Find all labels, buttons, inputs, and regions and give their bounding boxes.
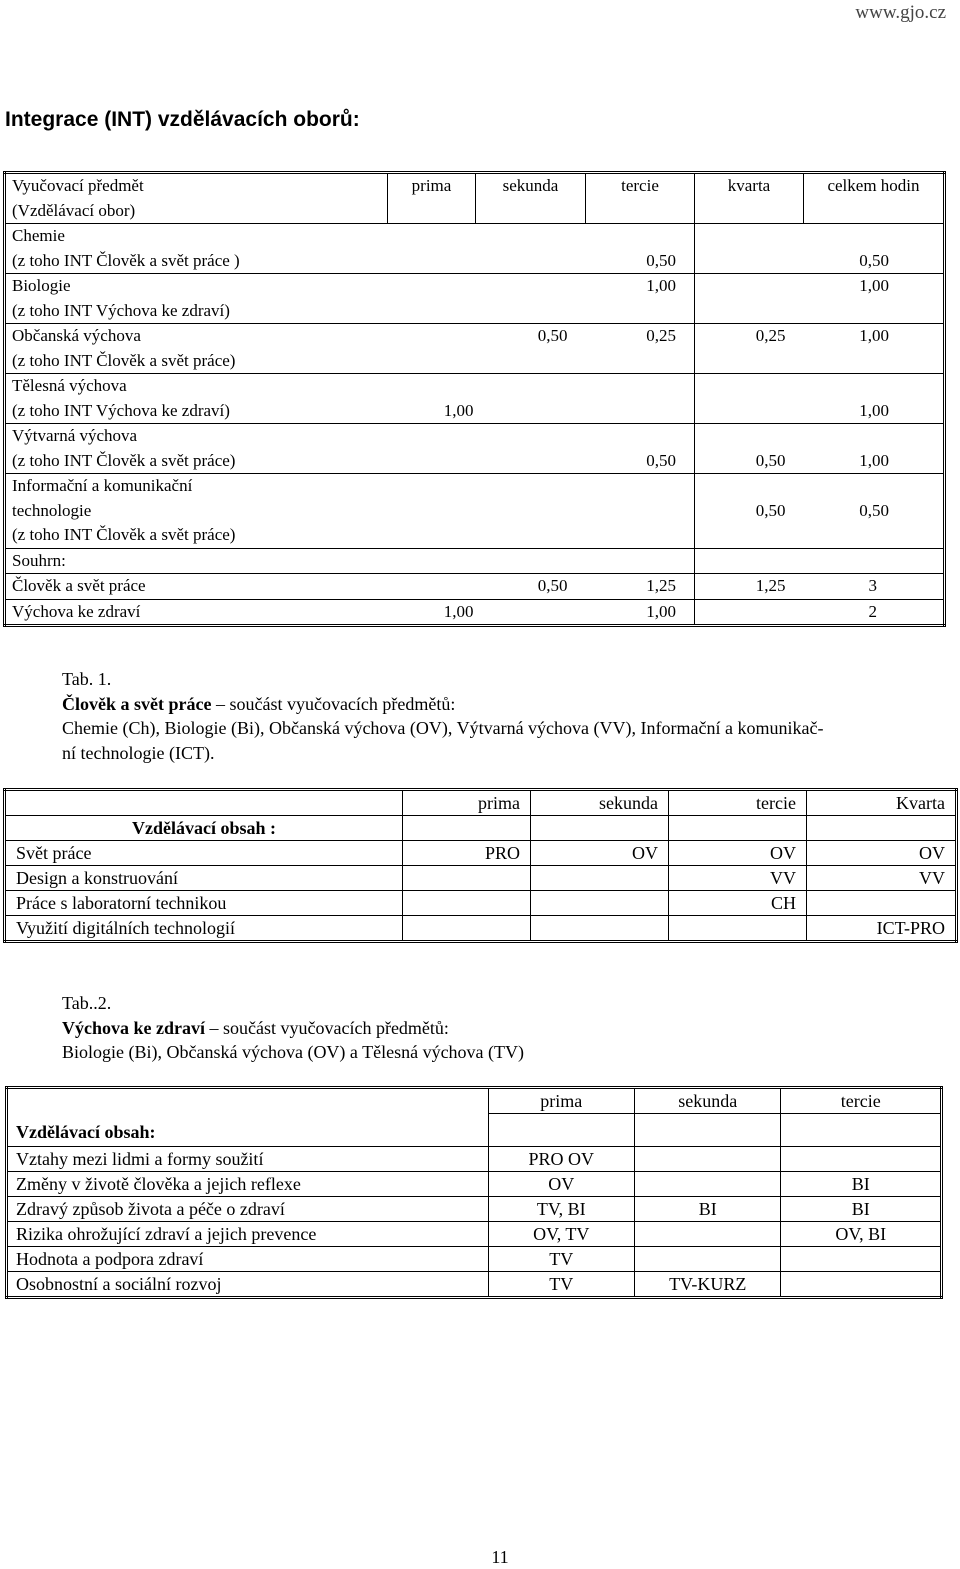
table-row	[7, 1172, 942, 1197]
value-kvarta: 0,50	[695, 474, 804, 549]
value-tercie	[781, 1272, 942, 1298]
value-sekunda	[635, 1172, 781, 1197]
caption-rest: – součást vyučovacích předmětů:	[211, 693, 456, 714]
value-kvarta: 0,25	[695, 324, 804, 374]
table-row	[5, 374, 945, 424]
table-row	[7, 1147, 942, 1172]
content-table-work	[3, 788, 958, 943]
value-celkem: 2	[804, 599, 945, 626]
site-url[interactable]: www.gjo.cz	[855, 2, 946, 23]
value-tercie: VV	[669, 866, 807, 891]
col-header-tercie: tercie	[669, 790, 807, 816]
value-kvarta	[695, 274, 804, 324]
subject-int: (z toho INT Člověk a svět práce)	[12, 350, 236, 370]
caption-tab-label: Tab. 1.	[62, 669, 112, 689]
subject-header-line: Vyučovací předmět	[12, 176, 144, 195]
section-row	[5, 816, 957, 841]
table-row	[7, 1247, 942, 1272]
col-header-prima: prima	[488, 1088, 634, 1114]
content-label: Svět práce	[5, 841, 403, 866]
value-tercie	[781, 1147, 942, 1172]
value-prima: OV	[488, 1172, 634, 1197]
value-kvarta: VV	[807, 866, 957, 891]
subject-cell	[5, 424, 388, 474]
table-row	[5, 274, 945, 324]
value-tercie: OV	[669, 841, 807, 866]
caption-tab1	[62, 667, 823, 765]
value-tercie: 1,00	[586, 599, 695, 626]
value-tercie: CH	[669, 891, 807, 916]
col-header-sekunda: sekunda	[476, 173, 586, 224]
value-sekunda: OV	[531, 841, 669, 866]
subject-cell	[5, 474, 388, 549]
value-sekunda	[531, 916, 669, 942]
table-header-row	[5, 790, 957, 816]
page-number: 11	[491, 1547, 509, 1567]
col-header-kvarta: kvarta	[695, 173, 804, 224]
value-sekunda	[476, 474, 586, 549]
caption-bold: Člověk a svět práce	[62, 693, 212, 714]
value-tercie	[586, 474, 695, 549]
caption-line: ní technologie (ICT).	[62, 742, 215, 763]
subject-name: Tělesná výchova	[12, 376, 127, 395]
value-tercie	[781, 1247, 942, 1272]
value-prima	[388, 324, 476, 374]
value-prima	[388, 424, 476, 474]
value-tercie: BI	[781, 1197, 942, 1222]
col-header-celkem: celkem hodin	[804, 173, 945, 224]
col-header-prima: prima	[403, 790, 531, 816]
summary-subject: Výchova ke zdraví	[5, 599, 388, 626]
subject-cell	[5, 224, 388, 274]
content-label: Osobnostní a sociální rozvoj	[7, 1272, 489, 1298]
subject-name: Chemie	[12, 226, 65, 245]
value-sekunda	[531, 891, 669, 916]
caption-line: Chemie (Ch), Biologie (Bi), Občanská výchova (OV), Výtvarná výchova (VV), Informační a komunikač-	[62, 718, 824, 738]
value-prima	[388, 274, 476, 324]
subject-cell	[5, 374, 388, 424]
section-label: Vzdělávací obsah :	[5, 816, 403, 841]
value-prima	[403, 891, 531, 916]
table-row	[5, 474, 945, 549]
content-table-health	[5, 1086, 943, 1299]
value-sekunda: 0,50	[476, 574, 586, 600]
col-header-sekunda: sekunda	[635, 1088, 781, 1114]
section-label: Vzdělávací obsah:	[7, 1088, 489, 1147]
table-row	[5, 891, 957, 916]
value-tercie: 1,00	[586, 274, 695, 324]
value-prima: 1,00	[388, 599, 476, 626]
value-celkem: 3	[804, 574, 945, 600]
value-tercie: 0,50	[586, 424, 695, 474]
summary-label: Souhrn:	[5, 548, 388, 574]
subject-name: Výtvarná výchova	[12, 426, 138, 445]
col-header-sekunda: sekunda	[531, 790, 669, 816]
subject-name: Občanská výchova	[12, 326, 141, 345]
subject-name: technologie	[12, 500, 92, 520]
value-sekunda	[531, 866, 669, 891]
value-prima	[388, 474, 476, 549]
value-sekunda: TV-KURZ	[635, 1272, 781, 1298]
table-row	[5, 424, 945, 474]
value-tercie	[669, 916, 807, 942]
col-header-prima: prima	[388, 173, 476, 224]
table-row	[7, 1272, 942, 1298]
value-sekunda	[476, 274, 586, 324]
table-header-row	[7, 1088, 942, 1114]
table-row	[7, 1222, 942, 1247]
subject-cell	[5, 324, 388, 374]
subject-header	[5, 173, 388, 224]
value-celkem: 0,50	[804, 224, 945, 274]
value-prima: OV, TV	[488, 1222, 634, 1247]
value-kvarta	[807, 891, 957, 916]
caption-bold: Výchova ke zdraví	[62, 1017, 205, 1038]
col-header-tercie: tercie	[586, 173, 695, 224]
value-celkem: 1,00	[804, 374, 945, 424]
subject-int: (z toho INT Člověk a svět práce)	[12, 525, 236, 544]
value-kvarta	[695, 224, 804, 274]
value-kvarta: 0,50	[695, 424, 804, 474]
value-prima	[403, 866, 531, 891]
value-kvarta	[695, 599, 804, 626]
value-prima: TV	[488, 1247, 634, 1272]
caption-tab-label: Tab..2.	[62, 993, 112, 1013]
value-celkem: 1,00	[804, 424, 945, 474]
value-tercie	[586, 374, 695, 424]
table-row	[5, 224, 945, 274]
caption-heading	[62, 692, 823, 717]
subject-int: (z toho INT Člověk a svět práce)	[12, 450, 236, 470]
value-tercie: OV, BI	[781, 1222, 942, 1247]
summary-label-row	[5, 548, 945, 574]
value-sekunda	[476, 424, 586, 474]
summary-row	[5, 599, 945, 626]
value-kvarta: OV	[807, 841, 957, 866]
table-row	[5, 841, 957, 866]
value-sekunda	[476, 374, 586, 424]
subject-name: Informační a komunikační	[12, 476, 193, 495]
table-header-row	[5, 173, 945, 224]
value-sekunda	[635, 1247, 781, 1272]
value-tercie: BI	[781, 1172, 942, 1197]
value-celkem: 1,00	[804, 274, 945, 324]
page-title: Integrace (INT) vzdělávacích oborů:	[5, 108, 360, 131]
caption-line: Biologie (Bi), Občanská výchova (OV) a Tělesná výchova (TV)	[62, 1042, 525, 1062]
table-row	[5, 866, 957, 891]
content-label: Rizika ohrožující zdraví a jejich prevence	[7, 1222, 489, 1247]
table-row	[5, 324, 945, 374]
value-kvarta: ICT-PRO	[807, 916, 957, 942]
table-row	[7, 1197, 942, 1222]
value-prima: TV	[488, 1272, 634, 1298]
content-label: Vztahy mezi lidmi a formy soužití	[7, 1147, 489, 1172]
value-celkem: 0,50	[804, 474, 945, 549]
value-tercie: 0,50	[586, 224, 695, 274]
content-label: Zdravý způsob života a péče o zdraví	[7, 1197, 489, 1222]
value-sekunda	[476, 599, 586, 626]
subject-name: Biologie	[12, 276, 71, 295]
value-prima	[403, 916, 531, 942]
value-prima: TV, BI	[488, 1197, 634, 1222]
content-label: Využití digitálních technologií	[5, 916, 403, 942]
caption-heading	[62, 1016, 524, 1041]
col-header-kvarta: Kvarta	[807, 790, 957, 816]
caption-tab2	[62, 991, 524, 1065]
summary-row	[5, 574, 945, 600]
content-label: Práce s laboratorní technikou	[5, 891, 403, 916]
value-celkem: 1,00	[804, 324, 945, 374]
hours-table	[3, 171, 946, 627]
subject-int: (z toho INT Člověk a svět práce )	[12, 250, 240, 270]
value-prima	[388, 224, 476, 274]
value-prima: PRO OV	[488, 1147, 634, 1172]
content-label: Design a konstruování	[5, 866, 403, 891]
value-tercie: 1,25	[586, 574, 695, 600]
subject-int: (z toho INT Výchova ke zdraví)	[12, 400, 230, 420]
summary-subject: Člověk a svět práce	[5, 574, 388, 600]
caption-rest: – součást vyučovacích předmětů:	[205, 1017, 449, 1038]
value-sekunda	[476, 224, 586, 274]
col-header-tercie: tercie	[781, 1088, 942, 1114]
value-kvarta: 1,25	[695, 574, 804, 600]
value-prima: PRO	[403, 841, 531, 866]
content-label: Změny v životě člověka a jejich reflexe	[7, 1172, 489, 1197]
table-row	[5, 916, 957, 942]
value-sekunda	[635, 1147, 781, 1172]
subject-header-line: (Vzdělávací obor)	[12, 200, 136, 220]
subject-int: (z toho INT Výchova ke zdraví)	[12, 300, 230, 320]
value-tercie: 0,25	[586, 324, 695, 374]
value-kvarta	[695, 374, 804, 424]
subject-cell	[5, 274, 388, 324]
value-prima	[388, 574, 476, 600]
value-sekunda: 0,50	[476, 324, 586, 374]
value-sekunda: BI	[635, 1197, 781, 1222]
value-prima: 1,00	[388, 374, 476, 424]
value-sekunda	[635, 1222, 781, 1247]
content-label: Hodnota a podpora zdraví	[7, 1247, 489, 1272]
